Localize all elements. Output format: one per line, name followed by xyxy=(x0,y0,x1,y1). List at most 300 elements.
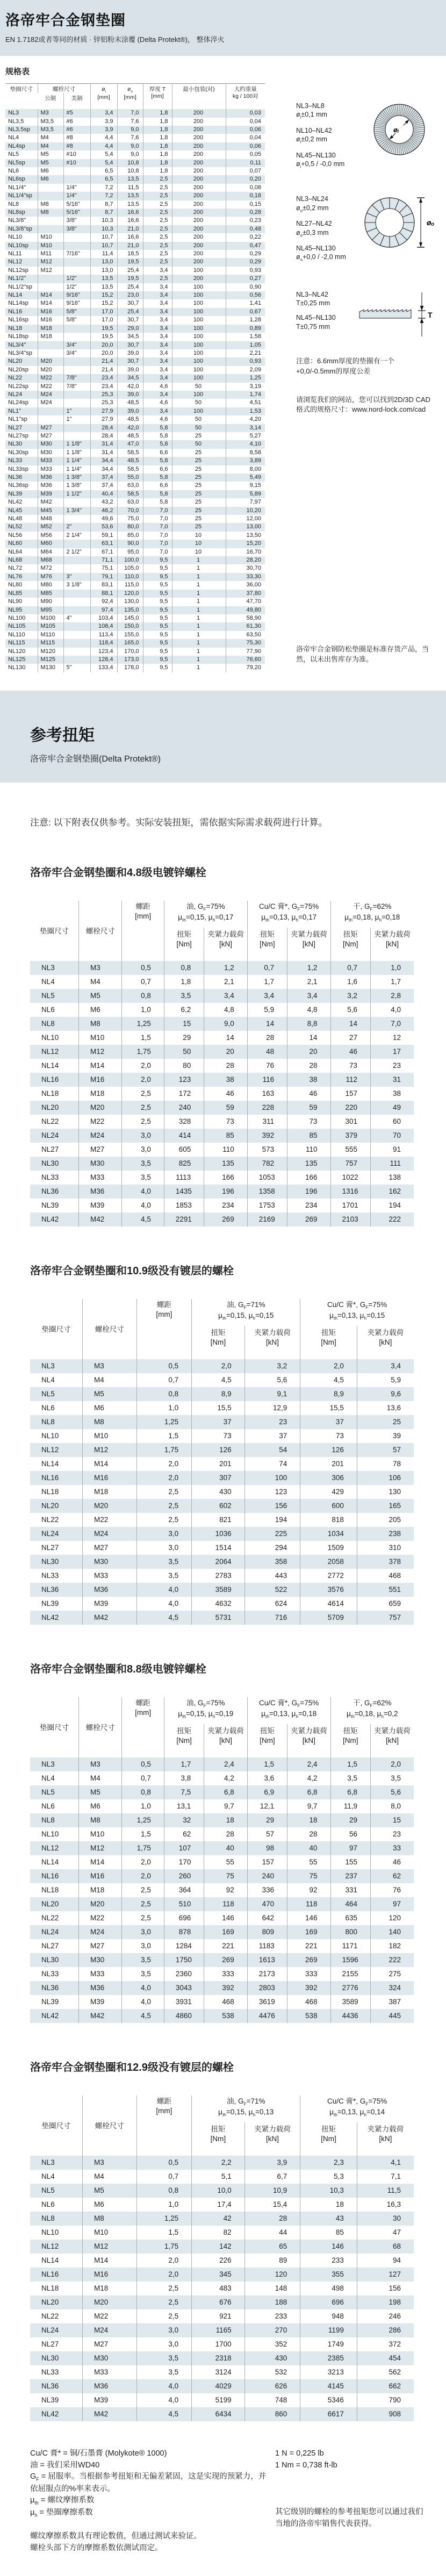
table-row xyxy=(30,1471,414,1485)
table-row xyxy=(30,1939,414,1953)
table-cell: 1/2" xyxy=(63,283,90,291)
table-cell: 9,5 xyxy=(143,622,172,630)
table-cell: 28,4 xyxy=(90,432,117,440)
table-cell: 2155 xyxy=(330,1967,370,1981)
table-cell: 2,09 xyxy=(226,366,265,374)
table-cell: 13,00 xyxy=(226,523,265,531)
table-cell: 2360 xyxy=(164,1967,204,1981)
table-cell: 602 xyxy=(192,1499,245,1513)
table-cell: 37,80 xyxy=(226,590,265,598)
torque-table-title: 洛帝牢合金钢垫圈和12.9级没有镀层的螺栓 xyxy=(30,2061,234,2073)
table-cell: 387 xyxy=(370,1995,414,2009)
table-cell: 63,1 xyxy=(90,540,117,548)
table-cell: 10,8 xyxy=(117,159,143,167)
table-cell: 2173 xyxy=(247,1967,287,1981)
table-cell: 163 xyxy=(247,1087,287,1101)
table-cell: NL1/2"sp xyxy=(8,283,32,290)
table-cell: 3,5 xyxy=(330,1771,370,1785)
table-cell: 2,21 xyxy=(226,349,265,357)
table-cell: 352 xyxy=(244,2337,300,2351)
table-row xyxy=(30,1017,414,1031)
table-cell: 3,5 xyxy=(122,1157,164,1171)
table-cell: 48 xyxy=(247,1045,287,1059)
table-cell: NL60 xyxy=(8,540,23,547)
table-cell: M14 xyxy=(83,2254,137,2268)
table-cell: NL18 xyxy=(41,1886,59,1895)
table-cell: 600 xyxy=(300,1499,357,1513)
table-cell: 3,4 xyxy=(143,316,172,324)
col-header-torque: 扭矩 [Nm] xyxy=(330,1724,370,1757)
table-cell: 3,4 xyxy=(143,341,172,349)
table-cell: 1,0 xyxy=(122,1799,164,1813)
table-row xyxy=(5,325,265,333)
table-cell: 29 xyxy=(330,1813,370,1827)
table-cell: 94 xyxy=(357,2254,414,2268)
table-cell: NL14 xyxy=(41,1061,59,1070)
table-cell: 18,5 xyxy=(117,250,143,258)
col-header-pitch: 螺距 [mm] xyxy=(136,1299,192,1359)
table-cell: 85 xyxy=(300,2226,357,2240)
table-row xyxy=(5,391,265,399)
table-row xyxy=(5,548,265,556)
table-cell: 75,1 xyxy=(90,564,117,572)
table-cell: NL3 xyxy=(41,2158,55,2167)
table-cell: 2,0 xyxy=(122,1869,164,1883)
table-cell: 25 xyxy=(172,432,226,440)
torque-table-section-8-8 xyxy=(30,1660,414,2023)
table-row xyxy=(30,1611,414,1625)
cad-download-note: 请浏览我们的网站，您可以找到2D/3D CAD 格式的规格尺寸：www.nord-lock.com/cad xyxy=(296,395,430,414)
table-cell: 200 xyxy=(172,192,226,200)
table-cell: M4 xyxy=(79,975,122,989)
col-header-torque: 扭矩 [Nm] xyxy=(300,1326,357,1359)
table-cell: #8 xyxy=(63,134,90,142)
table-cell: M27 xyxy=(79,1939,122,1953)
col-header-bolt-size: 螺栓尺寸 xyxy=(83,1299,137,1359)
table-cell: 948 xyxy=(300,2309,357,2323)
table-cell: 3,4 xyxy=(143,333,172,341)
table-cell: 9,5 xyxy=(143,656,172,664)
washer-outer-diameter-diagram xyxy=(357,195,440,268)
table-row xyxy=(30,1527,414,1541)
table-cell: NL16 xyxy=(41,1474,59,1482)
col-header-bolt-size: 螺栓尺寸 xyxy=(79,901,122,961)
table-row xyxy=(30,1897,414,1911)
table-cell xyxy=(63,639,90,647)
table-cell: 2783 xyxy=(192,1569,245,1583)
table-cell: 3,0 xyxy=(122,1939,164,1953)
table-row xyxy=(5,473,265,482)
table-cell: NL4 xyxy=(41,1376,55,1384)
table-cell: NL6 xyxy=(8,167,19,174)
table-cell xyxy=(63,424,90,432)
table-cell: 85 xyxy=(287,1129,330,1143)
table-row xyxy=(30,2379,414,2393)
table-cell: 39,0 xyxy=(117,366,143,374)
table-cell: 28 xyxy=(247,1031,287,1045)
table-cell: NL45 xyxy=(8,507,23,514)
table-row xyxy=(30,1457,414,1471)
table-cell: NL33 xyxy=(41,1970,59,1978)
table-cell: M5 xyxy=(83,2184,137,2198)
table-cell: 1,8 xyxy=(143,142,172,150)
table-cell: NL24sp xyxy=(8,399,28,406)
table-cell: 18 xyxy=(300,2198,357,2212)
table-row xyxy=(5,399,265,407)
table-cell: NL5 xyxy=(41,2186,55,2195)
table-cell: 10,3 xyxy=(90,225,117,233)
table-cell: 65 xyxy=(244,2240,300,2254)
table-cell: M45 xyxy=(38,507,63,515)
table-cell: 2064 xyxy=(192,1555,245,1569)
table-cell: #6 xyxy=(63,126,90,134)
table-row xyxy=(30,1073,414,1087)
table-row xyxy=(30,2407,414,2421)
table-cell: 100 xyxy=(172,357,226,365)
table-cell: NL10 xyxy=(41,2228,59,2237)
table-cell: 1,74 xyxy=(226,391,265,399)
table-cell: M22 xyxy=(83,2309,137,2323)
table-cell: 111 xyxy=(370,1157,414,1171)
table-cell: 1034 xyxy=(300,1527,357,1541)
table-cell: M3 xyxy=(79,1757,122,1771)
table-cell: NL3/4"sp xyxy=(8,349,32,356)
table-cell: 1,41 xyxy=(226,299,265,307)
table-cell xyxy=(38,275,63,283)
table-cell: 4,4 xyxy=(90,142,117,150)
table-cell: 5,49 xyxy=(226,473,265,482)
table-cell: 43,2 xyxy=(90,498,117,506)
table-cell: 7,2 xyxy=(90,184,117,192)
table-cell: 90,0 xyxy=(117,540,143,548)
table-cell: 113,4 xyxy=(90,631,117,639)
table-cell: 3,5 xyxy=(122,1967,164,1981)
table-cell: NL4 xyxy=(41,2172,55,2181)
table-cell: NL80 xyxy=(8,582,23,589)
col-header-torque: 扭矩 [Nm] xyxy=(192,2122,245,2156)
table-cell: M20 xyxy=(83,2295,137,2309)
table-cell: 95,0 xyxy=(117,548,143,556)
table-cell: 25 xyxy=(172,490,226,498)
table-cell: NL76 xyxy=(8,573,23,580)
table-cell: NL100 xyxy=(8,614,26,621)
table-cell: 1/4" xyxy=(63,184,90,192)
table-cell: 157 xyxy=(330,1087,370,1101)
table-cell: M18 xyxy=(38,325,63,333)
table-cell: 25,4 xyxy=(117,308,143,316)
table-row xyxy=(5,126,265,134)
table-cell: NL30 xyxy=(41,2354,59,2363)
table-cell: 10 xyxy=(172,540,226,548)
table-cell: 165 xyxy=(357,1499,414,1513)
friction-note-line: 螺纹摩擦系数具有理论数值，但通过测试来验证。 xyxy=(30,2532,202,2541)
table-cell: 3,9 xyxy=(244,2156,300,2170)
table-cell: NL18 xyxy=(41,1488,59,1496)
table-cell: 4,0 xyxy=(122,1199,164,1212)
table-cell: 38 xyxy=(370,1087,414,1101)
table-cell: 2,5 xyxy=(136,2295,192,2309)
table-cell: 1183 xyxy=(247,1939,287,1953)
table-row xyxy=(30,1373,414,1387)
table-cell: 100 xyxy=(172,299,226,307)
table-cell: M24 xyxy=(79,1925,122,1939)
table-cell: 1" xyxy=(63,415,90,424)
table-cell: M68 xyxy=(38,556,63,564)
table-cell: NL30sp xyxy=(8,449,28,456)
table-row xyxy=(5,598,265,606)
table-cell: 0,29 xyxy=(226,250,265,258)
table-cell: 100 xyxy=(172,267,226,275)
table-cell: 392 xyxy=(287,1981,330,1995)
table-cell: M22 xyxy=(38,374,63,382)
col-header-clamp-load: 夹紧力载荷 [kN] xyxy=(370,928,414,961)
table-cell: 112 xyxy=(330,1073,370,1087)
table-cell: 1,25 xyxy=(122,1017,164,1031)
table-cell: 4,8 xyxy=(287,1003,330,1017)
table-cell: M12 xyxy=(38,267,63,275)
table-cell: NL6sp xyxy=(8,176,25,183)
col-header-clamp-load: 夹紧力载荷 [kN] xyxy=(287,928,330,961)
table-cell: 25 xyxy=(172,498,226,506)
table-row xyxy=(5,283,265,291)
table-cell: 5,8 xyxy=(143,432,172,440)
table-row xyxy=(5,142,265,150)
table-row xyxy=(30,2393,414,2407)
table-cell xyxy=(63,606,90,614)
table-cell: NL22 xyxy=(41,1914,59,1922)
table-cell: 1514 xyxy=(192,1541,245,1555)
table-cell: 2,5 xyxy=(122,1911,164,1925)
table-cell: 1596 xyxy=(330,1953,370,1967)
table-cell: 4,5 xyxy=(136,1611,192,1625)
table-cell: NL8sp xyxy=(8,209,25,216)
table-cell: 8,7 xyxy=(90,200,117,209)
table-cell: 30,7 xyxy=(117,316,143,324)
table-cell: NL24 xyxy=(41,1928,59,1936)
table-cell: 118 xyxy=(287,1897,330,1911)
table-cell: M3 xyxy=(79,961,122,975)
table-cell: 5,8 xyxy=(143,473,172,482)
table-cell: 2058 xyxy=(300,1555,357,1569)
table-row xyxy=(30,1953,414,1967)
table-cell: 3,5 xyxy=(136,2365,192,2379)
stock-availability-note: 洛帝牢合金钢防松垫圈是标准存货产品，当 然，以未出售库存为准。 xyxy=(296,644,429,664)
table-cell: 510 xyxy=(164,1897,204,1911)
table-cell: 1,8 xyxy=(164,975,204,989)
table-row xyxy=(30,961,414,975)
table-cell: 3,4 xyxy=(143,325,172,333)
table-cell: M10 xyxy=(83,2226,137,2240)
table-cell: 13,0 xyxy=(90,267,117,275)
table-cell: 178,0 xyxy=(117,664,143,672)
table-cell: NL24 xyxy=(8,391,23,398)
table-cell: 3" xyxy=(63,573,90,581)
table-cell: 6,7 xyxy=(244,2170,300,2184)
table-cell: NL39 xyxy=(41,2396,59,2405)
table-cell: 17,4 xyxy=(192,2198,245,2212)
table-cell: 34,4 xyxy=(90,457,117,465)
table-cell: NL20 xyxy=(8,358,23,365)
table-cell: NL18 xyxy=(41,1089,59,1098)
table-cell: M33 xyxy=(79,1967,122,1981)
table-cell: NL56 xyxy=(8,532,23,539)
table-cell: 4,6 xyxy=(143,383,172,391)
table-cell: 3,14 xyxy=(226,424,265,432)
table-cell: 4,6 xyxy=(143,399,172,407)
table-cell xyxy=(63,631,90,639)
table-cell: 470 xyxy=(247,1897,287,1911)
table-cell: 7,0 xyxy=(143,523,172,531)
table-cell: 205 xyxy=(357,1513,414,1527)
table-cell: 626 xyxy=(244,2379,300,2393)
table-cell: 311 xyxy=(247,1115,287,1129)
table-cell: M39 xyxy=(79,1995,122,2009)
table-cell: 324 xyxy=(370,1981,414,1995)
table-cell: 0,5 xyxy=(122,1757,164,1771)
table-cell: 55,0 xyxy=(117,473,143,482)
table-row xyxy=(5,383,265,391)
table-cell: 3,19 xyxy=(226,383,265,391)
table-cell: M16 xyxy=(83,1471,137,1485)
table-cell: 6,6 xyxy=(143,449,172,457)
table-cell: NL4sp xyxy=(8,142,25,149)
table-cell: 2,5 xyxy=(136,1513,192,1527)
table-cell: M14 xyxy=(79,1855,122,1869)
table-row xyxy=(5,175,265,183)
table-cell: 4476 xyxy=(247,2009,287,2023)
table-cell: 269 xyxy=(204,1953,247,1967)
table-cell: 1 xyxy=(172,614,226,622)
table-cell: M4 xyxy=(38,142,63,150)
table-cell: 63,0 xyxy=(117,498,143,506)
table-cell: 157 xyxy=(247,1855,287,1869)
table-cell: 1,25 xyxy=(136,1415,192,1429)
table-cell: 10,7 xyxy=(90,242,117,250)
table-cell: 196 xyxy=(204,1185,247,1199)
table-cell: 9,5 xyxy=(143,598,172,606)
table-cell: M33 xyxy=(38,457,63,465)
table-cell: 269 xyxy=(287,1953,330,1967)
table-cell: NL8 xyxy=(41,1418,55,1426)
table-row xyxy=(5,217,265,225)
table-cell: 468 xyxy=(287,1995,330,2009)
table-cell: NL6 xyxy=(41,1404,55,1412)
table-cell: 878 xyxy=(164,1925,204,1939)
table-cell: 200 xyxy=(172,217,226,225)
table-cell: NL14 xyxy=(8,292,23,299)
table-cell: 23,4 xyxy=(90,374,117,382)
col-header-washer-size: 垫圈尺寸 xyxy=(10,86,33,92)
table-cell: 98 xyxy=(247,1841,287,1855)
table-cell: 1,5 xyxy=(330,1757,370,1771)
table-row xyxy=(30,1995,414,2009)
table-cell: NL22sp xyxy=(8,383,28,390)
table-cell: NL27 xyxy=(41,1544,59,1552)
table-cell: 200 xyxy=(172,126,226,134)
table-cell: 19,5 xyxy=(117,275,143,283)
table-cell: 200 xyxy=(172,233,226,241)
table-cell: M56 xyxy=(38,532,63,540)
table-row xyxy=(5,374,265,382)
table-cell: 1113 xyxy=(164,1171,204,1185)
table-cell: 97,4 xyxy=(90,606,117,614)
table-cell: 4,0 xyxy=(136,2393,192,2407)
table-cell: 105,0 xyxy=(117,564,143,572)
table-cell: 790 xyxy=(357,2393,414,2407)
table-row xyxy=(5,366,265,374)
table-cell: 42 xyxy=(192,2212,245,2226)
table-cell: 110 xyxy=(287,1143,330,1157)
torque-table-body xyxy=(30,1757,414,2023)
table-cell: 0,06 xyxy=(226,126,265,134)
table-cell: 200 xyxy=(172,258,226,266)
table-cell: 3,9 xyxy=(90,126,117,134)
table-cell: 2,5 xyxy=(136,2309,192,2323)
table-cell: M20 xyxy=(83,1499,137,1513)
table-row xyxy=(30,1087,414,1101)
table-cell: 89 xyxy=(244,2254,300,2268)
table-cell: NL39 xyxy=(41,1599,59,1608)
table-cell: M16 xyxy=(38,316,63,324)
table-cell: NL20 xyxy=(41,2298,59,2307)
table-cell: M3,5 xyxy=(38,118,63,126)
table-cell: 2,5 xyxy=(143,175,172,183)
table-row xyxy=(30,2268,414,2281)
table-cell: 1,5 xyxy=(122,1827,164,1841)
table-cell: 234 xyxy=(287,1199,330,1212)
table-cell: 1 xyxy=(172,656,226,664)
table-cell: 39,0 xyxy=(117,391,143,399)
table-cell: 1316 xyxy=(330,1185,370,1199)
table-row xyxy=(30,2212,414,2226)
table-cell: M130 xyxy=(38,664,63,672)
condition-group-header-dry: 干, $G_F=62\%$ $\mu_{th}=0,18$, $\mu_h=0,2$ xyxy=(330,1697,414,1724)
torque-table-title: 洛帝牢合金钢垫圈和8.8级电镀锌螺栓 xyxy=(30,1663,206,1675)
table-cell: 9,15 xyxy=(226,482,265,490)
table-cell: M42 xyxy=(38,498,63,506)
table-cell: 40 xyxy=(204,1841,247,1855)
table-cell: 148 xyxy=(244,2281,300,2295)
table-cell: 200 xyxy=(172,175,226,183)
table-cell xyxy=(63,357,90,365)
spec-table-body xyxy=(5,109,265,672)
table-cell: 860 xyxy=(244,2407,300,2421)
table-cell: 4614 xyxy=(300,1597,357,1611)
table-row xyxy=(5,631,265,639)
table-cell: NL90 xyxy=(8,598,23,605)
table-cell: 7,0 xyxy=(143,540,172,548)
table-cell: M10 xyxy=(79,1031,122,1045)
table-cell: 42,0 xyxy=(117,424,143,432)
table-cell: 50 xyxy=(172,383,226,391)
table-cell: 12,9 xyxy=(244,1401,300,1415)
table-row xyxy=(5,150,265,159)
table-row xyxy=(30,1771,414,1785)
table-cell: 182 xyxy=(370,1939,414,1953)
table-cell: 2318 xyxy=(192,2351,245,2365)
col-header-clamp-load: 夹紧力载荷 [kN] xyxy=(204,1724,247,1757)
table-cell: M6 xyxy=(83,1401,137,1415)
table-cell: 73 xyxy=(192,1429,245,1443)
table-row xyxy=(5,523,265,531)
table-cell xyxy=(63,564,90,572)
table-row xyxy=(5,498,265,506)
table-row xyxy=(30,1841,414,1855)
table-cell: M39 xyxy=(38,490,63,498)
tolerance-item: NL45–NL130 $ø_i+0,5 / -0,0$ mm xyxy=(296,151,345,169)
table-cell: 4,0 xyxy=(370,1003,414,1017)
unit-conversion-line: 1 N = 0,225 lb xyxy=(275,2449,324,2458)
